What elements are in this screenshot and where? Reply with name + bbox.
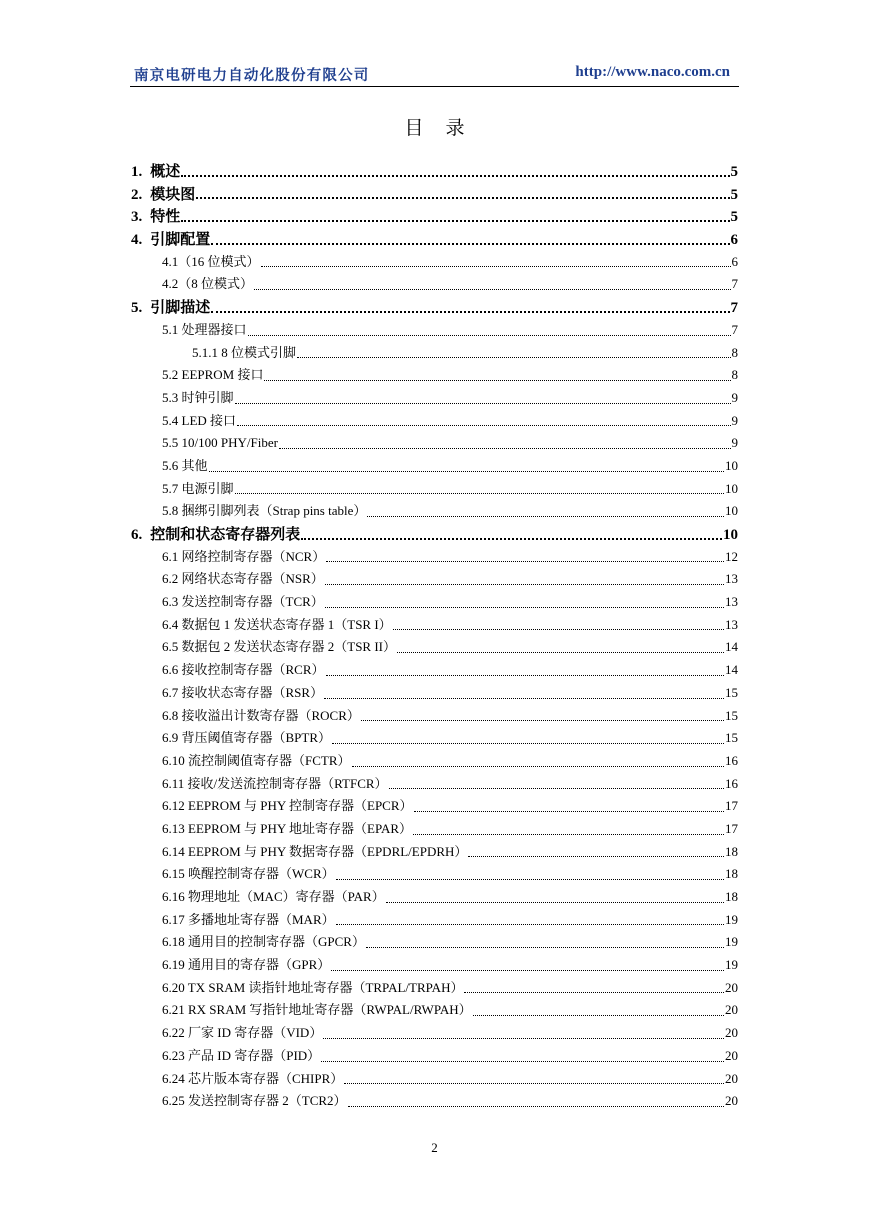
toc-entry-page: 7 [731, 321, 738, 337]
toc-entry-label: 5.2 EEPROM 接口 [162, 367, 264, 383]
toc-dot-leader [414, 811, 724, 812]
toc-entry-label: 5.5 10/100 PHY/Fiber [162, 435, 278, 451]
toc-entry-page: 13 [725, 571, 738, 587]
toc-entry-label: 6.6 接收控制寄存器（RCR） [162, 662, 325, 678]
toc-entry-page: 5 [730, 186, 738, 203]
table-of-contents [131, 160, 738, 1113]
toc-entry[interactable] [131, 364, 738, 387]
toc-entry-number: 2. [131, 186, 143, 203]
toc-entry-label: 5.6 其他 [162, 457, 208, 473]
toc-entry-page: 6 [731, 253, 738, 269]
toc-entry-page: 10 [725, 503, 738, 519]
toc-entry[interactable] [131, 931, 738, 954]
toc-entry-page: 20 [725, 1070, 738, 1086]
toc-entry[interactable] [131, 1090, 738, 1113]
toc-entry[interactable] [131, 568, 738, 591]
toc-entry-page: 8 [731, 367, 738, 383]
toc-dot-leader [386, 902, 724, 903]
toc-entry-label: 6.7 接收状态寄存器（RSR） [162, 684, 324, 700]
toc-entry-label: 6.12 EEPROM 与 PHY 控制寄存器（EPCR） [162, 798, 413, 814]
toc-entry[interactable] [131, 160, 738, 183]
toc-entry-label: 6.3 发送控制寄存器（TCR） [162, 594, 324, 610]
toc-entry-page: 5 [730, 209, 738, 226]
toc-dot-leader [361, 720, 724, 721]
toc-entry-label: 5.1.1 8 位模式引脚 [192, 344, 297, 360]
toc-entry[interactable] [131, 455, 738, 478]
toc-entry-label: 6.10 流控制阈值寄存器（FCTR） [162, 752, 351, 768]
toc-entry[interactable] [131, 228, 738, 251]
toc-dot-leader [279, 448, 731, 449]
toc-entry-label: 引脚描述 [150, 298, 211, 317]
toc-entry[interactable] [131, 205, 738, 228]
toc-entry-label: 5.4 LED 接口 [162, 412, 237, 428]
toc-entry-page: 20 [725, 1025, 738, 1041]
toc-entry[interactable] [131, 591, 738, 614]
toc-entry-label: 6.17 多播地址寄存器（MAR） [162, 911, 335, 927]
toc-entry[interactable] [131, 296, 738, 319]
toc-dot-leader [323, 1038, 724, 1039]
toc-entry-page: 20 [725, 1093, 738, 1109]
toc-entry-label: 4.1（16 位模式） [162, 253, 260, 269]
toc-entry-page: 10 [723, 527, 738, 543]
toc-dot-leader [344, 1083, 724, 1084]
toc-dot-leader [468, 856, 724, 857]
toc-dot-leader [332, 743, 724, 744]
toc-entry-page: 15 [725, 707, 738, 723]
toc-entry-page: 20 [725, 1047, 738, 1063]
toc-dot-leader [336, 879, 724, 880]
toc-entry-page: 18 [725, 866, 738, 882]
toc-entry-label: 引脚配置 [150, 230, 211, 249]
toc-dot-leader [181, 220, 729, 222]
toc-entry-page: 9 [731, 389, 738, 405]
toc-entry[interactable] [131, 342, 738, 365]
toc-entry-label: 6.9 背压阈值寄存器（BPTR） [162, 730, 332, 746]
toc-dot-leader [237, 425, 730, 426]
toc-entry[interactable] [131, 478, 738, 501]
toc-entry-page: 20 [725, 1002, 738, 1018]
toc-entry-label: 概述 [150, 162, 181, 180]
toc-entry-label: 6.22 厂家 ID 寄存器（VID） [162, 1025, 323, 1041]
toc-dot-leader [348, 1106, 724, 1107]
toc-dot-leader [326, 561, 724, 562]
toc-entry-label: 5.3 时钟引脚 [162, 389, 234, 405]
toc-entry-label: 6.21 RX SRAM 写指针地址寄存器（RWPAL/RWPAH） [162, 1002, 472, 1018]
toc-entry[interactable] [131, 727, 738, 750]
toc-entry[interactable] [131, 410, 738, 433]
toc-entry-label: 5.7 电源引脚 [162, 480, 234, 496]
toc-entry[interactable] [131, 636, 738, 659]
toc-dot-leader [352, 766, 724, 767]
toc-title-char-2: 录 [445, 117, 465, 139]
toc-dot-leader [211, 243, 729, 245]
toc-entry-page: 7 [730, 300, 738, 317]
toc-dot-leader [209, 471, 724, 472]
toc-dot-leader [397, 652, 724, 653]
toc-dot-leader [367, 516, 724, 517]
toc-entry-page: 5 [730, 164, 738, 180]
toc-entry[interactable] [131, 546, 738, 569]
toc-entry[interactable] [131, 886, 738, 909]
toc-entry[interactable] [131, 1045, 738, 1068]
toc-entry[interactable] [131, 273, 738, 296]
toc-entry[interactable] [131, 818, 738, 841]
toc-dot-leader [473, 1015, 724, 1016]
toc-entry-label: 6.24 芯片版本寄存器（CHIPR） [162, 1070, 344, 1086]
toc-entry-number: 3. [131, 209, 143, 226]
toc-entry-label: 6.2 网络状态寄存器（NSR） [162, 571, 324, 587]
toc-entry-label: 6.4 数据包 1 发送状态寄存器 1（TSR I） [162, 616, 392, 632]
toc-dot-leader [248, 335, 731, 336]
toc-entry-number: 5. [131, 300, 143, 317]
toc-entry[interactable] [131, 909, 738, 932]
toc-entry-page: 19 [725, 957, 738, 973]
toc-entry-page: 10 [725, 457, 738, 473]
toc-dot-leader [321, 1061, 724, 1062]
toc-dot-leader [413, 834, 724, 835]
toc-entry-label: 6.16 物理地址（MAC）寄存器（PAR） [162, 889, 385, 904]
toc-entry-label: 5.8 捆绑引脚列表（Strap pins table） [162, 503, 367, 519]
toc-entry[interactable] [131, 500, 738, 523]
toc-entry[interactable] [131, 387, 738, 410]
toc-entry-label: 5.1 处理器接口 [162, 321, 247, 337]
toc-entry-page: 18 [725, 843, 738, 859]
toc-dot-leader [235, 403, 731, 404]
toc-entry-number: 6. [131, 527, 143, 543]
toc-entry-page: 10 [725, 480, 738, 496]
toc-entry-page: 13 [725, 594, 738, 610]
toc-entry-label: 6.8 接收溢出计数寄存器（ROCR） [162, 707, 360, 723]
toc-entry[interactable] [131, 659, 738, 682]
toc-entry-page: 15 [725, 730, 738, 746]
toc-entry-page: 16 [725, 752, 738, 768]
company-name: 南京电研电力自动化股份有限公司 [134, 68, 370, 84]
toc-entry-label: 6.14 EEPROM 与 PHY 数据寄存器（EPDRL/EPDRH） [162, 843, 468, 859]
toc-dot-leader [181, 175, 729, 177]
toc-entry-label: 6.23 产品 ID 寄存器（PID） [162, 1047, 321, 1063]
toc-dot-leader [464, 992, 724, 993]
toc-entry-label: 6.18 通用目的控制寄存器（GPCR） [162, 934, 365, 950]
toc-entry[interactable] [131, 432, 738, 455]
toc-entry-page: 20 [725, 979, 738, 995]
toc-entry-page: 18 [725, 889, 738, 904]
toc-entry-page: 19 [725, 911, 738, 927]
toc-dot-leader [264, 380, 730, 381]
toc-entry[interactable] [131, 319, 738, 342]
toc-entry[interactable] [131, 1068, 738, 1091]
toc-entry[interactable] [131, 251, 738, 274]
toc-entry[interactable] [131, 863, 738, 886]
toc-entry-page: 14 [725, 662, 738, 678]
toc-dot-leader [325, 607, 724, 608]
toc-dot-leader [389, 788, 724, 789]
toc-entry-page: 17 [725, 798, 738, 814]
toc-entry-label: 6.5 数据包 2 发送状态寄存器 2（TSR II） [162, 639, 397, 655]
toc-entry-label: 6.15 唤醒控制寄存器（WCR） [162, 866, 335, 882]
toc-dot-leader [324, 698, 724, 699]
toc-entry-page: 9 [731, 435, 738, 451]
toc-dot-leader [261, 266, 731, 267]
toc-entry[interactable] [131, 795, 738, 818]
toc-entry-page: 16 [725, 775, 738, 791]
toc-entry-label: 6.13 EEPROM 与 PHY 地址寄存器（EPAR） [162, 820, 413, 836]
company-url: http://www.naco.com.cn [575, 64, 730, 80]
toc-entry-label: 模块图 [150, 184, 196, 203]
toc-entry-page: 7 [731, 276, 738, 292]
toc-dot-leader [211, 311, 729, 313]
toc-title-char-1: 目 [404, 117, 424, 139]
toc-entry-page: 8 [731, 344, 738, 360]
toc-title [0, 113, 869, 140]
toc-dot-leader [301, 538, 722, 540]
toc-entry-page: 17 [725, 820, 738, 836]
toc-entry[interactable] [131, 999, 738, 1022]
toc-entry-page: 12 [725, 548, 738, 564]
toc-entry-label: 6.20 TX SRAM 读指针地址寄存器（TRPAL/TRPAH） [162, 979, 464, 995]
toc-entry-label: 特性 [150, 207, 181, 226]
toc-entry-page: 19 [725, 934, 738, 950]
toc-entry-page: 15 [725, 684, 738, 700]
toc-entry-page: 14 [725, 639, 738, 655]
page-number: 2 [431, 1140, 438, 1155]
toc-dot-leader [196, 197, 729, 199]
toc-dot-leader [254, 289, 730, 290]
toc-dot-leader [331, 970, 724, 971]
toc-entry-page: 9 [731, 412, 738, 428]
toc-entry[interactable] [131, 954, 738, 977]
page-header [130, 64, 739, 87]
toc-entry-number: 4. [131, 232, 143, 249]
toc-dot-leader [366, 947, 724, 948]
toc-entry-label: 6.11 接收/发送流控制寄存器（RTFCR） [162, 775, 388, 791]
toc-entry-page: 6 [730, 232, 738, 249]
toc-entry[interactable] [131, 1022, 738, 1045]
toc-entry-label: 4.2（8 位模式） [162, 276, 254, 292]
toc-entry[interactable] [131, 841, 738, 864]
toc-entry[interactable] [131, 614, 738, 637]
toc-entry-label: 控制和状态寄存器列表 [150, 525, 301, 543]
toc-dot-leader [325, 584, 724, 585]
toc-dot-leader [326, 675, 724, 676]
toc-dot-leader [336, 924, 724, 925]
toc-entry[interactable] [131, 750, 738, 773]
toc-entry[interactable] [131, 682, 738, 705]
toc-entry-label: 6.25 发送控制寄存器 2（TCR2） [162, 1093, 347, 1109]
toc-entry[interactable] [131, 773, 738, 796]
toc-dot-leader [235, 493, 724, 494]
toc-entry[interactable] [131, 183, 738, 206]
toc-dot-leader [297, 357, 730, 358]
toc-dot-leader [393, 629, 724, 630]
toc-entry-label: 6.19 通用目的寄存器（GPR） [162, 957, 331, 973]
toc-entry-page: 13 [725, 616, 738, 632]
toc-entry-number: 1. [131, 164, 143, 180]
toc-entry[interactable] [131, 705, 738, 728]
toc-entry-label: 6.1 网络控制寄存器（NCR） [162, 548, 326, 564]
toc-entry[interactable] [131, 523, 738, 546]
toc-entry[interactable] [131, 977, 738, 1000]
